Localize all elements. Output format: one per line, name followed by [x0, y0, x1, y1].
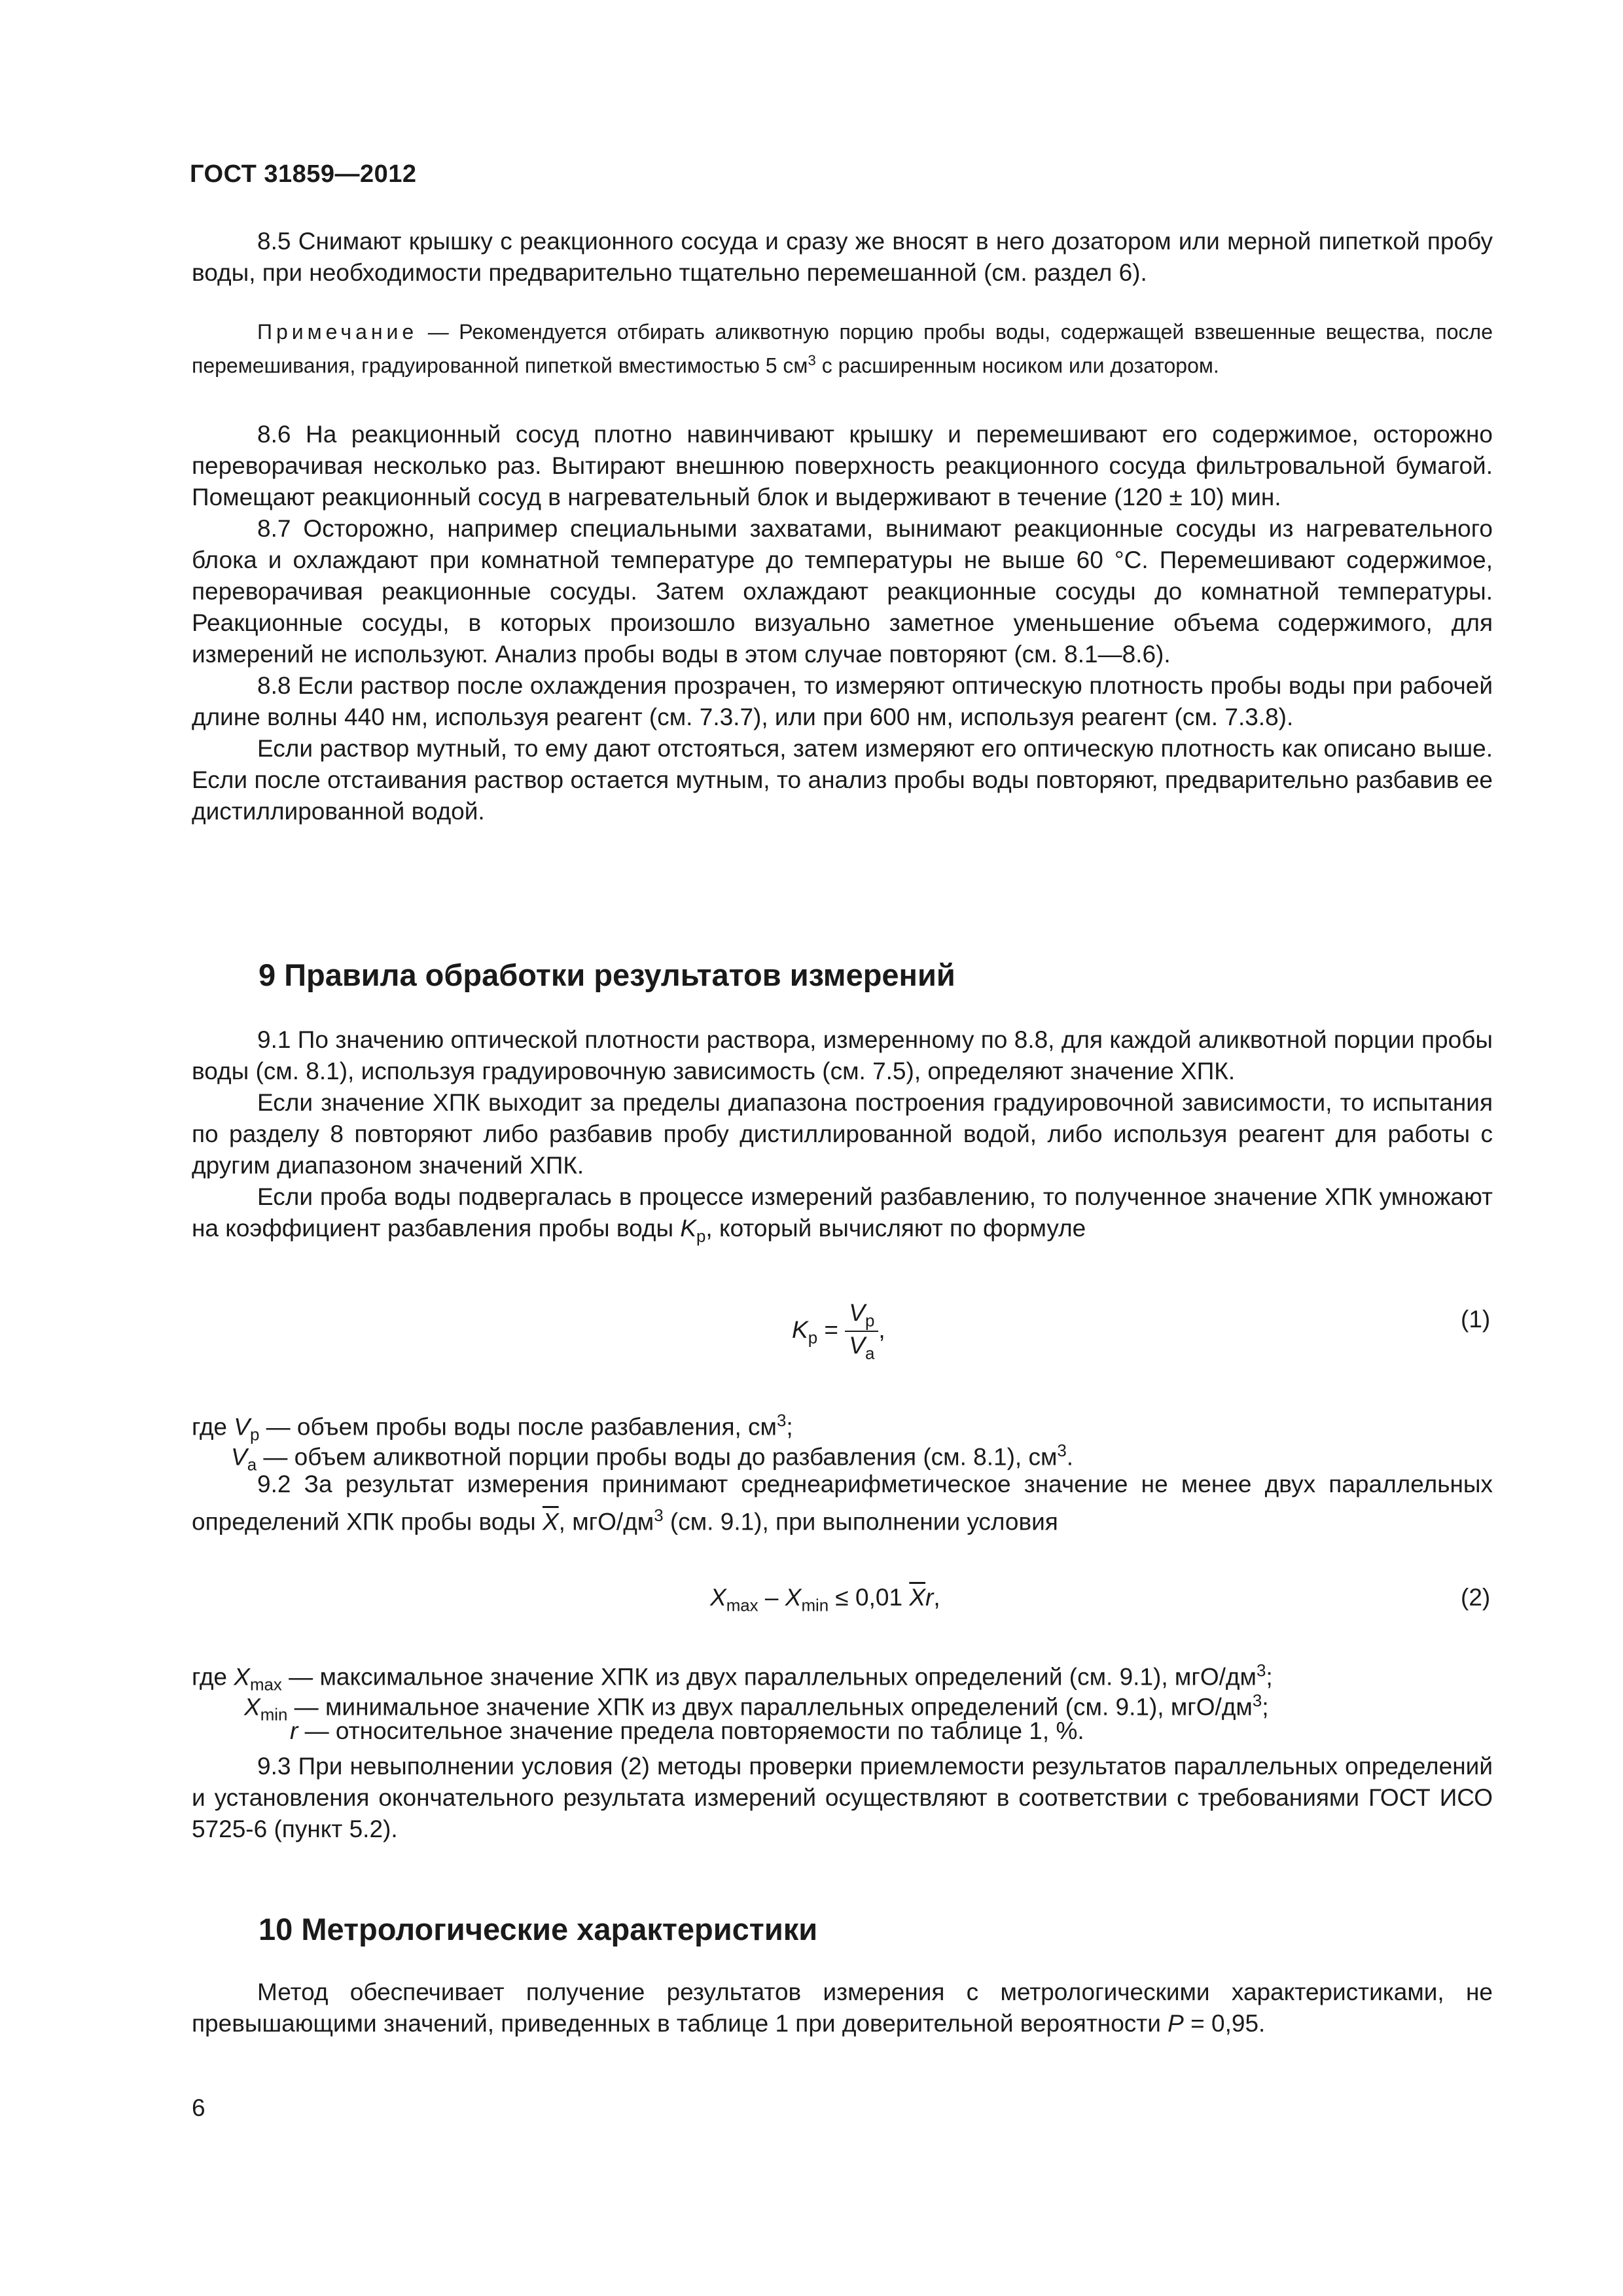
p-9-2-sup: 3 — [654, 1507, 664, 1525]
p-9-2-var: $\overline{X}$ — [542, 1508, 559, 1535]
where-block-1 — [192, 1406, 1493, 1475]
where-block-2 — [192, 1656, 1493, 1746]
paragraph-9-1b: Если значение ХПК выходит за пределы диапазона построения градуировочной зависимости, то испытания по разделу 8 повторяют либо разбавив пробу дистиллированной водой, либо используя реагент для работы с другим диапазоном значений ХПК. — [192, 1089, 1493, 1179]
f1-tail: , — [878, 1316, 885, 1344]
where1-r1-var: V — [234, 1413, 250, 1441]
paragraph-8-8: 8.8 Если раствор после охлаждения прозрачен, то измеряют оптическую плотность пробы воды при рабочей длине волны 440 нм, используя реагент (см. 7.3.7), или при 600 нм, используя реагент (см. 7.3.8). — [192, 672, 1493, 730]
where2-r1-sup: 3 — [1256, 1662, 1266, 1680]
where1-r2-text: — объем аликвотной порции пробы воды до разбавления (см. 8.1), см — [257, 1443, 1058, 1471]
formula-2 — [710, 1584, 940, 1615]
f2-le: ≤ 0,01 — [829, 1584, 910, 1611]
f1-eq: = — [817, 1316, 846, 1344]
where2-r2-end: ; — [1262, 1693, 1269, 1721]
f1-den-sub: а — [865, 1344, 875, 1363]
f2-x2: X — [785, 1584, 802, 1611]
section-10-heading: 10 Метрологические характеристики — [259, 1912, 818, 1946]
paragraph-8-8b: Если раствор мутный, то ему дают отстояться, затем измеряют его оптическую плотность как описано выше. Если после отстаивания раствор остается мутным, то анализ пробы воды повторяют, предварительно разбавив ее дистиллированной водой. — [192, 735, 1493, 825]
where2-row-2 — [192, 1686, 1493, 1725]
where1-r1-end: ; — [786, 1413, 793, 1441]
note-sup: 3 — [808, 352, 816, 368]
where2-prefix: где — [192, 1663, 234, 1691]
where1-prefix: где — [192, 1413, 234, 1441]
formula-1 — [792, 1299, 885, 1364]
paragraph-8-5: 8.5 Снимают крышку с реакционного сосуда и сразу же вносят в него дозатором или мерной пипеткой пробу воды, при необходимости предварительно тщательно перемешанной (см. раздел 6). — [192, 228, 1493, 286]
p-9-1c-sub: р — [696, 1227, 706, 1246]
where1-r2-var: V — [231, 1443, 247, 1471]
where2-r3-var: r — [290, 1717, 298, 1744]
f1-den-var: V — [849, 1332, 865, 1359]
p-9-2-text-c: (см. 9.1), при выполнении условия — [663, 1508, 1058, 1535]
where2-r2-text: — минимальное значение ХПК из двух параллельных определений (см. 9.1), мгО/дм — [287, 1693, 1253, 1721]
where1-r2-end: . — [1066, 1443, 1074, 1471]
section-9-heading: 9 Правила обработки результатов измерений — [259, 958, 955, 992]
paragraphs-8-6-to-8-8 — [192, 419, 1493, 827]
where2-r2-var: X — [244, 1693, 260, 1721]
paragraph-8-7: 8.7 Осторожно, например специальными захватами, вынимают реакционные сосуды из нагревательного блока и охлаждают при комнатной температуре до температуры не выше 60 °С. Перемешивают содержимое, переворачивая реакционные сосуды. Затем охлаждают реакционные сосуды до комнатной температуры. Реакционные сосуды, в которых произошло визуально заметное уменьшение объема содержимого, для измерений не используют. Анализ пробы воды в этом случае повторяют (см. 8.1—8.6). — [192, 515, 1493, 668]
where1-row-2 — [192, 1436, 1493, 1475]
where2-r1-sub: max — [249, 1676, 282, 1695]
f2-xbar: $\overline{X}$ — [909, 1584, 926, 1611]
f2-tail: , — [933, 1584, 940, 1611]
note-paragraph — [192, 317, 1493, 380]
note-label: Примечание — [257, 320, 418, 344]
document-header: ГОСТ 31859—2012 — [190, 160, 417, 188]
where2-r1-var: X — [234, 1663, 250, 1691]
f1-denominator — [845, 1332, 878, 1363]
f1-fraction — [845, 1299, 878, 1364]
note-block — [192, 317, 1493, 380]
paragraph-9-3-block — [192, 1751, 1493, 1845]
f2-minus: – — [758, 1584, 785, 1611]
where2-r2-sub: min — [260, 1706, 288, 1725]
p-10-text-a: Метод обеспечивает получение результатов измерения с метрологическими характеристиками, не превышающими значений, приведенных в таблице 1 при доверительной вероятности — [192, 1979, 1493, 2037]
f1-num-sub: р — [865, 1312, 875, 1331]
page-number: 6 — [192, 2094, 205, 2121]
p-9-1c-text-a: Если проба воды подвергалась в процессе измерений разбавлению, то полученное значение ХПК умножают на коэффициент разбавления пробы воды — [192, 1183, 1493, 1242]
paragraph-9-1: 9.1 По значению оптической плотности раствора, измеренному по 8.8, для каждой аликвотной порции пробы воды (см. 8.1), используя градуировочную зависимость (см. 7.5), определяют значение ХПК. — [192, 1026, 1493, 1085]
paragraph-8-5-block — [192, 226, 1493, 289]
paragraph-10 — [192, 1977, 1493, 2039]
where2-row-3 — [192, 1716, 1493, 1746]
paragraph-9-3: 9.3 При невыполнении условия (2) методы проверки приемлемости результатов параллельных определений и установления окончательного результата измерений осуществляют в соответствии с требованиями ГОСТ ИСО 5725-6 (пункт 5.2). — [192, 1753, 1493, 1842]
f2-r: r — [925, 1584, 934, 1611]
paragraph-8-6: 8.6 На реакционный сосуд плотно навинчивают крышку и перемешивают его содержимое, осторожно переворачивая несколько раз. Вытирают внешнюю поверхность реакционного сосуда фильтровальной бумагой. Помещают реакционный сосуд в нагревательный блок и выдерживают в течение (120 ± 10) мин. — [192, 421, 1493, 511]
where2-r3-text: — относительное значение предела повторяемости по таблице 1, %. — [298, 1717, 1084, 1744]
f2-x1: X — [710, 1584, 726, 1611]
note-text-b: с расширенным носиком или дозатором. — [815, 353, 1219, 378]
f1-num-var: V — [849, 1299, 865, 1326]
where2-r1-end: ; — [1266, 1663, 1273, 1691]
where1-r1-sub: р — [249, 1426, 260, 1444]
where1-row-1 — [192, 1406, 1493, 1444]
where2-row-1 — [192, 1656, 1493, 1695]
paragraph-10-block — [192, 1977, 1493, 2039]
where1-r2-sup: 3 — [1057, 1442, 1067, 1460]
where1-r2-sub: а — [247, 1456, 257, 1475]
where1-r1-text: — объем пробы воды после разбавления, см — [259, 1413, 777, 1441]
f1-lhs-sub: р — [808, 1329, 818, 1348]
paragraph-9-1c — [192, 1181, 1493, 1252]
f1-lhs: K — [792, 1316, 808, 1344]
where2-r2-sup: 3 — [1252, 1692, 1262, 1710]
paragraphs-9-1 — [192, 1024, 1493, 1252]
p-9-2-text-b: , мгО/дм — [558, 1508, 654, 1535]
f2-x2-sub: min — [801, 1596, 829, 1615]
paragraph-9-2 — [192, 1469, 1493, 1537]
f1-numerator — [845, 1299, 878, 1332]
p-10-var: P — [1168, 2010, 1184, 2037]
f2-x1-sub: max — [726, 1596, 758, 1615]
p-9-2-text-a: 9.2 За результат измерения принимают среднеарифметическое значение не менее двух параллельных определений ХПК пробы воды — [192, 1471, 1493, 1535]
p-9-1c-var: K — [680, 1215, 697, 1242]
note-text-a: — Рекомендуется отбирать аликвотную порцию пробы воды, содержащей взвешенные вещества, после перемешивания, градуированной пипеткой вместимостью 5 см — [192, 320, 1493, 378]
where1-r1-sup: 3 — [777, 1412, 787, 1430]
equation-number-2: (2) — [1461, 1584, 1491, 1611]
equation-number-1: (1) — [1461, 1306, 1491, 1333]
paragraph-9-2-block — [192, 1469, 1493, 1537]
p-9-1c-text-b: , который вычисляют по формуле — [705, 1215, 1086, 1242]
where2-r1-text: — максимальное значение ХПК из двух параллельных определений (см. 9.1), мгО/дм — [281, 1663, 1257, 1691]
p-10-text-b: = 0,95. — [1183, 2010, 1266, 2037]
